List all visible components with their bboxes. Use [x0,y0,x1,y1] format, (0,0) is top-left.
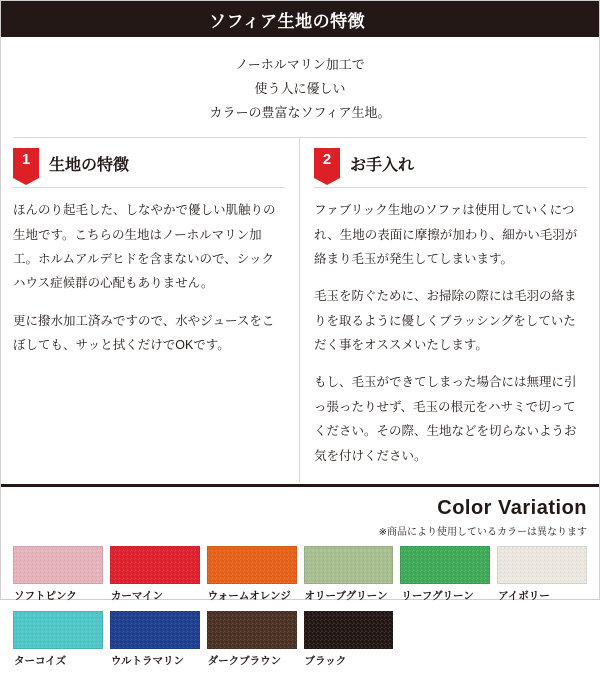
section-header [314,138,587,188]
color-swatch-item[interactable] [110,546,200,609]
page-title: ソフィア生地の特徴 [209,11,366,31]
color-variation-note: ※商品により使用しているカラーは異なります [378,526,587,538]
section-header [13,138,285,188]
color-swatch-item[interactable] [13,611,103,674]
color-swatch[interactable] [304,611,394,649]
color-variation-section [1,484,599,674]
paragraph: ほんのり起毛した、しなやかで優しい肌触りの生地です。こちらの生地はノーホルマリン加工。ホルムアルデヒドを含まないので、シックハウス症候群の心配もありません。 [13,203,276,291]
paragraph: 毛玉を防ぐために、お掃除の際には毛羽の絡まりを取るように優しくブラッシングをしていただく事をオススメいたします。 [314,289,577,353]
color-variation-title: Color Variation [437,496,587,519]
color-swatch[interactable] [400,546,490,584]
feature-columns [13,137,587,482]
color-swatch-label: ターコイズ [14,654,67,667]
color-swatch[interactable] [304,546,394,584]
color-swatch-item[interactable] [110,611,200,674]
color-swatch-label: リーフグリーン [401,589,474,602]
paragraph: もし、毛玉ができてしまった場合には無理に引っ張ったりせず、毛玉の根元をハサミで切ってください。その際、生地などを切らないようお気を付けください。 [314,375,577,463]
color-swatch-label: ウォームオレンジ [207,589,291,602]
section-body [13,188,285,357]
color-swatch-label: ウルトラマリン [110,654,185,667]
color-swatch[interactable] [110,546,200,584]
color-swatch-label: アイボリー [498,589,550,602]
color-swatch-item[interactable] [207,611,297,674]
color-swatch-label: ブラック [304,654,347,667]
color-swatch-grid [13,546,587,674]
section-number-badge: 2 [314,148,340,178]
section-number-badge: 1 [13,148,39,178]
color-swatch-label: ダークブラウン [207,654,282,667]
color-swatch-item[interactable] [304,611,394,674]
section-title: お手入れ [350,156,415,174]
color-swatch[interactable] [13,611,103,649]
section-fabric-features [13,138,300,482]
color-swatch[interactable] [497,546,587,584]
color-swatch-item[interactable] [207,546,297,609]
section-body [314,188,587,468]
lead-line-2: 使う人に優しい [254,81,346,97]
color-swatch-label: カーマイン [110,589,164,602]
section-care [300,138,587,482]
color-variation-header [13,497,587,538]
lead-line-1: ノーホルマリン加工で [235,57,365,72]
color-swatch[interactable] [110,611,200,649]
color-swatch-label: ソフトピンク [14,589,77,602]
page-header [1,1,599,37]
lead-copy [1,37,599,137]
color-swatch-item[interactable] [497,546,587,609]
paragraph: 更に撥水加工済みですので、水やジュースをこぼしても、サッと拭くだけでOKです。 [13,313,275,353]
color-swatch-label: オリーブグリーン [304,589,388,602]
color-swatch-item[interactable] [304,546,394,609]
paragraph: ファブリック生地のソファは使用していくにつれ、生地の表面に摩擦が加わり、細かい毛羽が絡まり毛玉が発生してしまいます。 [314,203,578,266]
color-swatch[interactable] [207,546,297,584]
lead-line-3: カラーの豊富なソフィア生地。 [209,105,391,121]
section-title: 生地の特徴 [49,156,130,174]
color-swatch[interactable] [207,611,297,649]
color-swatch[interactable] [13,546,103,584]
color-swatch-item[interactable] [400,546,490,609]
color-swatch-item[interactable] [13,546,103,609]
